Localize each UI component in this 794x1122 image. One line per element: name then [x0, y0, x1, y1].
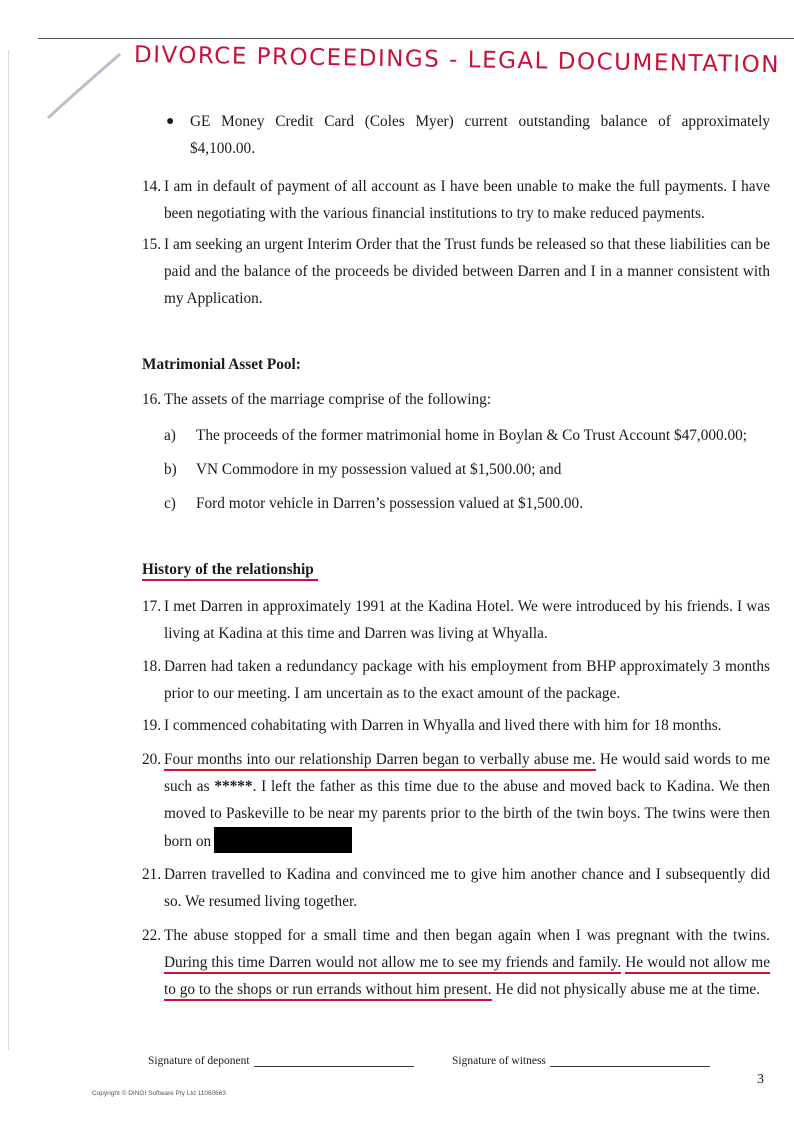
paragraph-text: [164, 922, 770, 1003]
paragraph-text: I am seeking an urgent Interim Order that the Trust funds be released so that these liabilities can be paid and the balance of the proceeds be divided between Darren and I in a manner consistent with my Application.: [164, 236, 770, 307]
paragraph-number: 14.: [142, 178, 162, 195]
paragraph-number: 20.: [142, 751, 162, 768]
asset-label: b): [164, 461, 177, 478]
section-heading-history: [142, 561, 318, 579]
asset-label: c): [164, 495, 176, 512]
handwritten-heading: DIVORCE PROCEEDINGS - LEGAL DOCUMENTATION: [133, 42, 781, 79]
paragraph-text: [164, 746, 770, 855]
red-underlined-text: During this time Darren would not allow me to see my friends and family.: [164, 954, 621, 974]
asset-text: Ford motor vehicle in Darren’s possession valued at $1,500.00.: [196, 495, 584, 512]
signature-line[interactable]: [550, 1054, 710, 1067]
paragraph-20: [0, 746, 794, 856]
paragraph-22: [0, 922, 794, 1032]
top-rule: [38, 38, 794, 39]
red-underlined-text: He would not allow me to go to the shops or run errands without him present.: [164, 954, 770, 1001]
signature-deponent-label: Signature of deponent: [148, 1055, 250, 1067]
signature-witness-label: Signature of witness: [452, 1055, 546, 1067]
paragraph-17: [0, 593, 794, 649]
bullet-line-2: $4,100.00.: [190, 140, 256, 157]
red-underlined-text: Four months into our relationship Darren began to verbally abuse me.: [164, 751, 596, 771]
paragraph-text: I commenced cohabitating with Darren in Whyalla and lived there with him for 18 months.: [164, 717, 722, 734]
bullet-dot-icon: ●: [166, 114, 175, 129]
paragraph-number: 21.: [142, 866, 162, 883]
paragraph-text-part: The abuse stopped for a small time and then began again when I was pregnant with the twins.: [164, 927, 770, 944]
paragraph-14: [0, 173, 794, 233]
paragraph-text: Darren travelled to Kadina and convinced me to give him another chance and I subsequently did so. We resumed living together.: [164, 866, 770, 910]
paragraph-text: I am in default of payment of all account as I have been unable to make the full payments. I have been negotiating with the various financial institutions to try to make reduced payments.: [164, 178, 770, 222]
paragraph-18: [0, 653, 794, 709]
paragraph-number: 16.: [142, 391, 162, 408]
paragraph-number: 17.: [142, 598, 162, 615]
asset-text: The proceeds of the former matrimonial home in Boylan & Co Trust Account $47,000.00;: [196, 427, 748, 444]
censored-word: *****: [214, 778, 253, 795]
signature-line[interactable]: [254, 1054, 414, 1067]
bullet-line-1: GE Money Credit Card (Coles Myer) current outstanding balance of approximately: [190, 113, 770, 130]
paragraph-text-part: . I left the father as this time due to the abuse and moved back to Kadina. We then moved to Paskeville to be near my parents prior to the birth of the twin boys. The twins were then born on: [164, 778, 771, 850]
signature-witness: [452, 1054, 710, 1067]
signature-deponent: [148, 1054, 414, 1067]
paragraph-number: 22.: [142, 927, 162, 944]
history-heading-text: History of the relationship: [142, 561, 318, 581]
paragraph-16: [0, 386, 794, 416]
paragraph-text: I met Darren in approximately 1991 at the Kadina Hotel. We were introduced by his friends. I was living at Kadina at this time and Darren was living at Whyalla.: [164, 598, 770, 642]
paragraph-text-part: He would said words to me such as: [164, 751, 770, 795]
paragraph-number: 18.: [142, 658, 162, 675]
copyright-footer: Copyright © DINGI Software Pty Ltd 11060663: [92, 1090, 227, 1097]
asset-list: [0, 422, 794, 522]
paragraph-15: [0, 231, 794, 316]
bullet-block: [0, 108, 794, 168]
redaction-box: [214, 827, 352, 853]
asset-text: VN Commodore in my possession valued at $1,500.00; and: [196, 461, 562, 478]
paragraph-number: 15.: [142, 236, 162, 253]
paragraph-number: 19.: [142, 717, 162, 734]
paragraph-text: Darren had taken a redundancy package with his employment from BHP approximately 3 months prior to our meeting. I am uncertain as to the exact amount of the package.: [164, 658, 770, 702]
paragraph-text: The assets of the marriage comprise of the following:: [164, 391, 492, 408]
paragraph-19: [0, 712, 794, 740]
asset-label: a): [164, 427, 176, 444]
paragraph-21: [0, 861, 794, 917]
section-heading-assets: Matrimonial Asset Pool:: [142, 356, 301, 373]
page-number: 3: [757, 1072, 764, 1087]
paragraph-text-part: He did not physically abuse me at the time.: [495, 981, 761, 998]
